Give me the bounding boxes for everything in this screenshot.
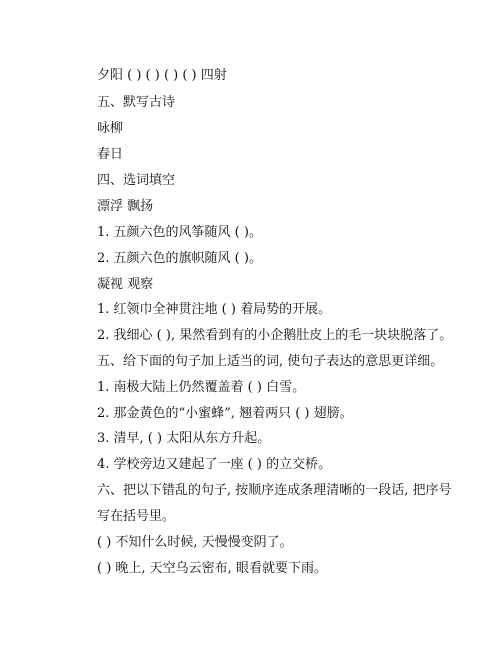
- question-line: 2. 五颜六色的旗帜随风 ( )。: [97, 251, 262, 266]
- reorder-sentence: ( ) 不知什么时候, 天慢慢变阴了。: [97, 535, 293, 550]
- poem-title-chunri: 春日: [97, 147, 124, 162]
- section-heading-word-choice: 四、选词填空: [97, 173, 176, 188]
- poem-title-yongliu: 咏柳: [97, 121, 124, 136]
- section-heading-poem: 五、默写古诗: [97, 95, 176, 110]
- question-line: 2. 那金黄色的“小蜜蜂”, 翘着两只 ( ) 翅膀。: [97, 406, 353, 421]
- reorder-sentence: ( ) 晚上, 天空乌云密布, 眼看就要下雨。: [97, 561, 327, 576]
- word-choice-pair-2: 凝视 观察: [97, 277, 154, 292]
- question-line: 1. 南极大陆上仍然覆盖着 ( ) 白雪。: [97, 380, 306, 395]
- question-line: 3. 清早, ( ) 太阳从东方升起。: [97, 431, 271, 446]
- section-heading-reorder: 六、把以下错乱的句子, 按顺序连成条理清晰的一段话, 把序号: [97, 483, 452, 498]
- idiom-fill-line: 夕阳 ( ) ( ) ( ) ( ) 四射: [97, 68, 227, 83]
- question-line: 2. 我细心 ( ), 果然看到有的小企鹅肚皮上的毛一块块脱落了。: [97, 328, 453, 343]
- question-line: 4. 学校旁边又建起了一座 ( ) 的立交桥。: [97, 457, 332, 472]
- question-line: 1. 五颜六色的风筝随风 ( )。: [97, 225, 262, 240]
- word-choice-pair-1: 漂浮 飘扬: [97, 199, 154, 214]
- question-line: 1. 红领巾全神贯注地 ( ) 着局势的开展。: [97, 302, 332, 317]
- section-heading-expand-sentence: 五、给下面的句子加上适当的词, 使句子表达的意思更详细。: [97, 354, 444, 369]
- section-heading-reorder-cont: 写在括号里。: [97, 509, 176, 524]
